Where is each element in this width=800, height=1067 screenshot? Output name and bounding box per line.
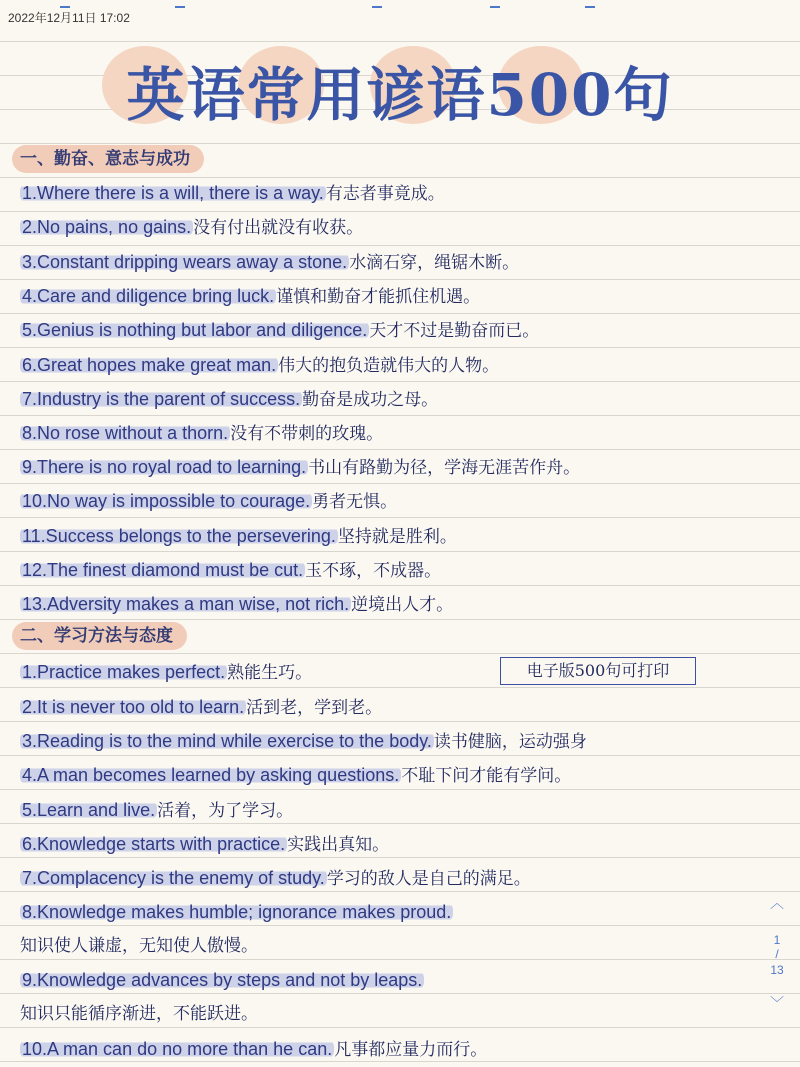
proverb-row-continued [20, 999, 258, 1029]
proverb-row [20, 829, 389, 859]
proverb-chinese: 勤奋是成功之母。 [302, 390, 439, 410]
section-heading: 二、学习方法与态度 [12, 622, 187, 650]
toolbar-mark [490, 0, 500, 8]
proverb-row [20, 555, 441, 585]
proverb-row [20, 418, 383, 448]
proverb-row [20, 178, 445, 208]
timestamp: 2022年12月11日 17:02 [8, 11, 130, 25]
proverb-row [20, 452, 580, 482]
toolbar-mark [372, 0, 382, 8]
proverb-english: 5.Learn and live. [22, 800, 156, 820]
proverb-row [20, 589, 453, 619]
proverb-chinese: 知识使人谦虚，无知使人傲慢。 [20, 936, 258, 956]
proverb-english: 10.A man can do no more than he can. [22, 1039, 333, 1059]
proverb-chinese: 谨慎和勤奋才能抓住机遇。 [276, 287, 481, 307]
proverb-english: 3.Constant dripping wears away a stone. [22, 252, 348, 272]
proverb-english: 8.No rose without a thorn. [22, 423, 229, 443]
proverb-row [20, 657, 312, 687]
proverb-row [20, 212, 363, 242]
proverb-chinese: 熟能生巧。 [227, 663, 313, 683]
proverb-row [20, 726, 587, 756]
proverb-row [20, 486, 397, 516]
proverb-english: 10.No way is impossible to courage. [22, 491, 311, 511]
proverb-row [20, 350, 499, 380]
proverb-row [20, 247, 519, 277]
section-heading: 一、勤奋、意志与成功 [12, 145, 204, 173]
proverb-english: 4.A man becomes learned by asking questions. [22, 765, 400, 785]
proverb-chinese: 书山有路勤为径，学海无涯苦作舟。 [308, 458, 581, 478]
proverb-chinese: 凡事都应量力而行。 [334, 1040, 488, 1060]
page-separator: / [775, 947, 779, 961]
proverb-english: 12.The finest diamond must be cut. [22, 560, 304, 580]
proverb-english: 8.Knowledge makes humble; ignorance makes proud. [22, 902, 452, 922]
proverb-english: 11.Success belongs to the persevering. [22, 526, 336, 546]
proverb-chinese: 学习的敌人是自己的满足。 [326, 869, 531, 889]
proverb-chinese: 没有不带刺的玫瑰。 [230, 424, 384, 444]
proverb-english: 2.No pains, no gains. [22, 217, 192, 237]
toolbar-mark [175, 0, 185, 8]
proverb-chinese: 玉不琢，不成器。 [305, 561, 442, 581]
proverb-row [20, 795, 293, 825]
proverb-chinese: 水滴石穿，绳锯木断。 [349, 253, 520, 273]
proverb-row [20, 897, 453, 927]
proverb-english: 6.Great hopes make great man. [22, 355, 277, 375]
proverb-row [20, 384, 438, 414]
proverb-english: 7.Complacency is the enemy of study. [22, 868, 325, 888]
proverb-row [20, 281, 480, 311]
proverb-row [20, 315, 539, 345]
proverb-row-continued [20, 931, 258, 961]
proverb-chinese: 没有付出就没有收获。 [193, 218, 364, 238]
proverb-chinese: 实践出真知。 [287, 835, 390, 855]
note-box: 电子版500句可打印 [500, 657, 696, 685]
page-title: 英语常用谚语500句 [126, 61, 674, 129]
proverb-english: 9.Knowledge advances by steps and not by leaps. [22, 970, 423, 990]
proverb-chinese: 活着，为了学习。 [157, 801, 294, 821]
page-title-block [100, 36, 700, 129]
proverb-english: 1.Practice makes perfect. [22, 662, 226, 682]
proverb-row [20, 965, 424, 995]
proverb-row [20, 863, 531, 893]
proverb-english: 4.Care and diligence bring luck. [22, 286, 275, 306]
proverb-chinese: 活到老，学到老。 [246, 698, 383, 718]
proverb-row [20, 1034, 487, 1064]
proverb-english: 3.Reading is to the mind while exercise to the body. [22, 731, 432, 751]
proverb-row [20, 521, 457, 551]
toolbar-mark [585, 0, 595, 8]
chevron-up-icon[interactable]: ︿ [770, 895, 784, 911]
proverb-english: 9.There is no royal road to learning. [22, 457, 307, 477]
proverb-english: 1.Where there is a will, there is a way. [22, 183, 324, 203]
proverb-row [20, 692, 382, 722]
proverb-english: 7.Industry is the parent of success. [22, 389, 301, 409]
proverb-chinese: 伟大的抱负造就伟大的人物。 [278, 356, 500, 376]
proverb-english: 6.Knowledge starts with practice. [22, 834, 286, 854]
proverb-chinese: 有志者事竟成。 [325, 184, 445, 204]
proverb-chinese: 不耻下问才能有学问。 [401, 766, 572, 786]
page-indicator [762, 893, 792, 1018]
proverb-chinese: 勇者无惧。 [312, 492, 398, 512]
toolbar-mark [60, 0, 70, 8]
proverb-chinese: 知识只能循序渐进，不能跃进。 [20, 1004, 258, 1024]
proverb-english: 5.Genius is nothing but labor and diligence. [22, 320, 368, 340]
page-current: 1 [773, 933, 781, 947]
proverb-chinese: 读书健脑，运动强身 [433, 732, 587, 752]
page-total: 13 [770, 963, 784, 977]
status-bar [0, 0, 800, 30]
proverb-english: 13.Adversity makes a man wise, not rich. [22, 594, 350, 614]
proverb-row [20, 760, 571, 790]
proverb-english: 2.It is never too old to learn. [22, 697, 245, 717]
proverb-chinese: 逆境出人才。 [351, 595, 454, 615]
proverb-chinese: 天才不过是勤奋而已。 [369, 321, 540, 341]
proverb-chinese: 坚持就是胜利。 [337, 527, 457, 547]
chevron-down-icon[interactable]: ﹀ [770, 995, 784, 1011]
